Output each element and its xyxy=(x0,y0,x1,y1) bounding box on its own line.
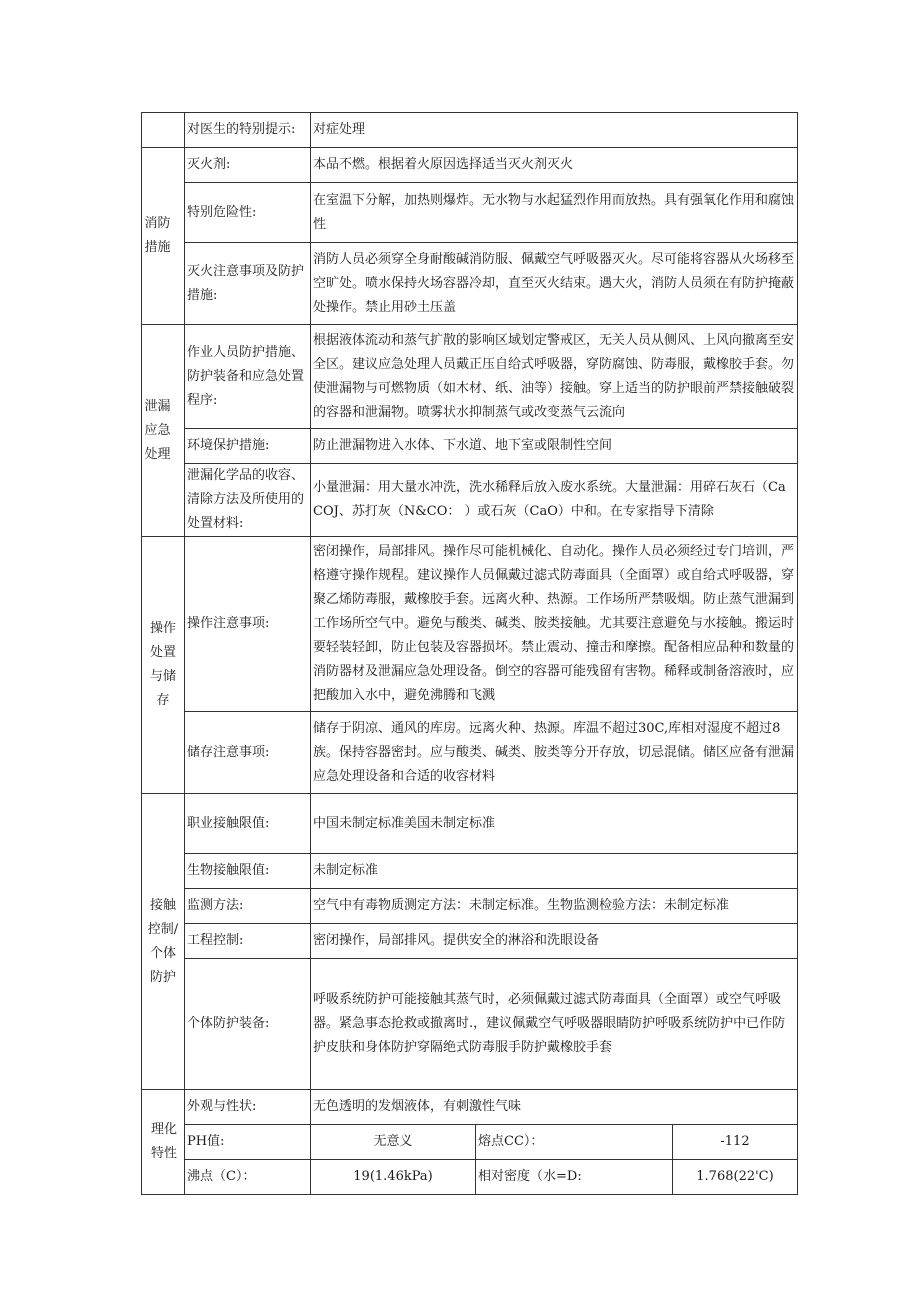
handling-row-storage xyxy=(142,712,798,794)
empty-section-cell xyxy=(142,113,185,148)
physical-density-label: 相对密度（水=D: xyxy=(476,1160,673,1195)
physical-row-ph-melting xyxy=(142,1125,798,1160)
exposure-occupational-value: 中国未制定标准美国未制定标准 xyxy=(311,794,798,854)
exposure-row-monitoring xyxy=(142,889,798,924)
handling-storage-label: 储存注意事项: xyxy=(185,712,311,794)
fire-hazard-value: 在室温下分解，加热则爆炸。无水物与水起猛烈作用而放热。具有强氧化作用和腐蚀性 xyxy=(311,183,798,243)
physical-boiling-value: 19(1.46kPa) xyxy=(311,1160,476,1195)
exposure-biological-label: 生物接触限值: xyxy=(185,854,311,889)
exposure-ppe-value: 呼吸系统防护可能接触其蒸气时，必须佩戴过滤式防毒面具（全面罩）或空气呼吸器。紧急事态抢救或撤离时.，建议佩戴空气呼吸器眼睛防护呼吸系统防护中已作防护皮肤和身体防护穿隔绝式防毒服手防护戴橡胶手套 xyxy=(311,959,798,1090)
physical-appearance-value: 无色透明的发烟液体，有刺激性气味 xyxy=(311,1090,798,1125)
exposure-row-occupational xyxy=(142,794,798,854)
exposure-engineering-label: 工程控制: xyxy=(185,924,311,959)
doctor-note-row xyxy=(142,113,798,148)
physical-boiling-label: 沸点（C）： xyxy=(185,1160,311,1195)
fire-precautions-label: 灭火注意事项及防护措施: xyxy=(185,243,311,325)
physical-melting-value: -112 xyxy=(673,1125,798,1160)
handling-row-operation xyxy=(142,537,798,712)
physical-density-value: 1.768(22'C) xyxy=(673,1160,798,1195)
doctor-note-label: 对医生的特别提示: xyxy=(185,113,311,148)
leak-section-title: 泄漏应急处理 xyxy=(144,398,171,462)
exposure-monitoring-label: 监测方法: xyxy=(185,889,311,924)
fire-extinguisher-label: 灭火剂: xyxy=(185,148,311,183)
physical-ph-value: 无意义 xyxy=(311,1125,476,1160)
leak-cleanup-value: 小量泄漏：用大量水冲洗，洗水稀释后放入废水系统。大量泄漏：用碎石灰石（CaCOJ、苏打灰（N&CO： ）或石灰（CaO）中和。在专家指导下清除 xyxy=(311,464,798,537)
leak-row-personnel xyxy=(142,325,798,429)
exposure-occupational-label: 职业接触限值: xyxy=(185,794,311,854)
exposure-biological-value: 未制定标准 xyxy=(311,854,798,889)
handling-section-header xyxy=(142,537,185,794)
physical-appearance-label: 外观与性状: xyxy=(185,1090,311,1125)
fire-hazard-label: 特别危险性: xyxy=(185,183,311,243)
physical-section-header xyxy=(142,1090,185,1195)
handling-section-title: 操作处置与储存 xyxy=(149,621,176,708)
fire-row-hazard xyxy=(142,183,798,243)
leak-personnel-label: 作业人员防护措施、防护装备和应急处置程序: xyxy=(185,325,311,429)
leak-row-cleanup xyxy=(142,464,798,537)
leak-personnel-value: 根据液体流动和蒸气扩散的影响区域划定警戒区，无关人员从侧风、上风向撤离至安全区。建议应急处理人员戴正压自给式呼吸器，穿防腐蚀、防毒服，戴橡胶手套。勿使泄漏物与可燃物质（如木材、纸、油等）接触。穿上适当的防护眼前严禁接触破裂的容器和泄漏物。喷雾状水抑制蒸气或改变蒸气云流向 xyxy=(311,325,798,429)
fire-extinguisher-value: 本品不燃。根据着火原因选择适当灭火剂灭火 xyxy=(311,148,798,183)
physical-row-appearance xyxy=(142,1090,798,1125)
handling-storage-value: 储存于阴凉、通风的库房。远离火种、热源。库温不超过30C,库相对湿度不超过8族。保持容器密封。应与酸类、碱类、胺类等分开存放，切忌混储。储区应备有泄漏应急处理设备和合适的收容材料 xyxy=(311,712,798,794)
leak-cleanup-label: 泄漏化学品的收容、清除方法及所使用的处置材料: xyxy=(185,464,311,537)
fire-section-title: 消防措施 xyxy=(144,216,171,255)
physical-section-title: 理化特性 xyxy=(151,1122,178,1161)
fire-row-precautions xyxy=(142,243,798,325)
msds-table xyxy=(141,112,798,1195)
leak-environment-label: 环境保护措施: xyxy=(185,429,311,464)
doctor-note-value: 对症处理 xyxy=(311,113,798,148)
exposure-row-ppe xyxy=(142,959,798,1090)
physical-row-boiling-density xyxy=(142,1160,798,1195)
handling-operation-value: 密闭操作，局部排风。操作尽可能机械化、自动化。操作人员必须经过专门培训，严格遵守操作规程。建议操作人员佩戴过滤式防毒面具（全面罩）或自给式呼吸器，穿聚乙烯防毒服，戴橡胶手套。远离火种、热源。工作场所严禁吸烟。防止蒸气泄漏到工作场所空气中。避免与酸类、碱类、胺类接触。尤其要注意避免与水接触。搬运时要轻装轻卸，防止包装及容器损坏。禁止震动、撞击和摩擦。配备相应品种和数量的消防器材及泄漏应急处理设备。倒空的容器可能残留有害物。稀释或制备溶液时，应把酸加入水中，避免沸腾和飞溅 xyxy=(311,537,798,712)
fire-row-extinguisher xyxy=(142,148,798,183)
leak-row-environment xyxy=(142,429,798,464)
physical-melting-label: 熔点CC）： xyxy=(476,1125,673,1160)
exposure-ppe-label: 个体防护装备: xyxy=(185,959,311,1090)
exposure-section-title: 接触控制/个体防护 xyxy=(147,897,179,985)
exposure-engineering-value: 密闭操作，局部排风。提供安全的淋浴和洗眼设备 xyxy=(311,924,798,959)
exposure-section-header xyxy=(142,794,185,1090)
leak-section-header xyxy=(142,325,185,537)
exposure-row-biological xyxy=(142,854,798,889)
fire-section-header xyxy=(142,148,185,325)
handling-operation-label: 操作注意事项: xyxy=(185,537,311,712)
physical-ph-label: PH值: xyxy=(185,1125,311,1160)
fire-precautions-value: 消防人员必须穿全身耐酸碱消防服、佩戴空气呼吸器灭火。尽可能将容器从火场移至空旷处。喷水保持火场容器冷却，直至灭火结束。遇大火，消防人员须在有防护掩蔽处操作。禁止用砂土压盖 xyxy=(311,243,798,325)
exposure-row-engineering xyxy=(142,924,798,959)
leak-environment-value: 防止泄漏物进入水体、下水道、地下室或限制性空间 xyxy=(311,429,798,464)
exposure-monitoring-value: 空气中有毒物质测定方法：未制定标准。生物监测检验方法：未制定标准 xyxy=(311,889,798,924)
